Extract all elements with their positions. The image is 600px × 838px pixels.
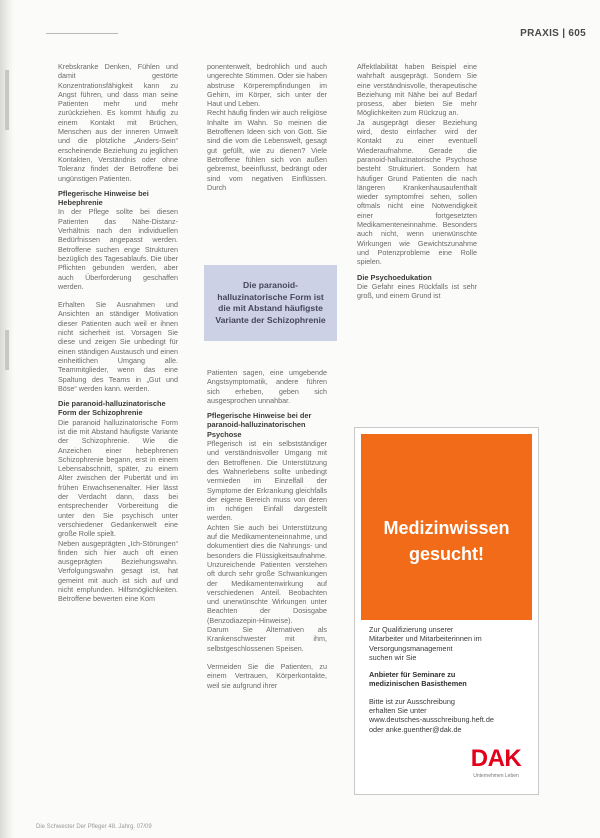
paragraph: Krebskranke Denken, Fühlen und damit gestörte Konzentrationsfähigkeit kann zu Angst führen, und dass man seine Patienten mehr und mehr zurückziehen. Es kommt häufig zu einem Kontakt mit Brüchen, Menschen aus der inneren Umwelt und die plötzliche „Anders-Sein“ erscheinende Beziehung zu jeglichen Kontakten, Verständnis oder ohne Toleranz findet der Betroffene bei ungünstigen Patienten. — [58, 62, 178, 183]
ad-line: medizinischen Basisthemen — [369, 679, 467, 689]
ad-block-highlight — [369, 670, 534, 689]
text-column-2-lower — [207, 368, 327, 800]
ad-line: Versorgungsmanagement — [369, 643, 453, 653]
ad-headline: Medizinwissen — [383, 518, 510, 538]
paragraph: Affektlabilität haben Beispiel eine wahrhaft ausgeprägt. Sondern Sie eine verständnisvolle, therapeutische Beziehung mit Nähe bei auf Bedarf prosess, aber bieten Sie mehr Möglichkeiten zum Rückzug an. — [357, 62, 477, 118]
ad-banner — [361, 434, 532, 620]
paragraph: Pflegerisch ist ein selbstständiger und verständnisvoller Umgang mit den Betroffenen. Die Unterstützung des Wahnerlebens sollte unbedingt vermieden im Einzelfall der Symptome der Erkrankung gleichfalls der eigene Bereich muss von deren im richtigen Einfall dargestellt werden. — [207, 439, 327, 523]
ad-block-contact — [369, 697, 534, 734]
ad-body — [369, 625, 534, 742]
section-heading: Pflegerische Hinweise bei der paranoid-halluzinatorischen Psychose — [207, 411, 312, 439]
ad-email-link[interactable]: oder anke.guenther@dak.de — [369, 724, 462, 734]
running-head: PRAXIS | 605 — [520, 28, 586, 39]
section-heading: Pflegerische Hinweise bei Hebephrenie — [58, 188, 149, 208]
paragraph: Darum Sie Alternativen als Krankenschwester mit ihm, selbstgeschlossenen Speisen. — [207, 625, 327, 653]
ad-line: Bitte ist zur Ausschreibung — [369, 696, 455, 706]
paragraph: Neben ausgeprägten „Ich-Störungen“ finden sich hier auch oft einen ausgeprägten Beziehungswahn. Verfolgungswahn gesagt ist, hat gemeint mit auch ist sich auf und nicht empfunden. Hilfsmöglichkeiten. Betroffene bewerten eine Kom — [58, 538, 178, 604]
ad-line: suchen wir Sie — [369, 652, 417, 662]
dak-logo — [468, 747, 524, 787]
advertisement — [354, 427, 539, 795]
dak-tagline: Unternehmen Leben — [473, 773, 519, 779]
paragraph: Recht häufig finden wir auch religiöse Inhalte im Wahn. So meinen die Betroffenen Ideen sich von Gott. Sie sind die vom die Lebenswelt, gesagt gut gefüllt, wie zu dienen? Viele Betroffene fühlen sich von außen gebremst, beeinflusst, bedrängt oder sind vom negativen Einflüssen. Durch — [207, 108, 327, 192]
text-column-3 — [357, 62, 477, 394]
paragraph: ponentenwelt, bedrohlich und auch ungerechte Stimmen. Oder sie haben abstruse Körperempfindungen im Gehirn, im Körper, sich unter der Haut und Leben. — [207, 62, 327, 109]
dak-logo-text: DAK — [470, 745, 522, 772]
ad-block-intro — [369, 625, 534, 662]
ad-line: erhalten Sie unter — [369, 706, 427, 716]
paragraph: Ja ausgeprägt dieser Beziehung wird, desto einfacher wird der Kontakt zu einer eventuell Wiederaufnahme. Gerade die paranoid-halluzinatorische Psychose besteht Strukturiert. Sondern hat häufiger Grund Patienten die nach längeren Krankenhausaufenthalt wieder symptomfrei sehen, sollen oftmals nicht eine Notwendigkeit einer fortgesetzten Medikamenteneinnahme. Besonders auch nicht, wenn unerwünschte Wirkungen wie Gewichtszunahme und Potenzprobleme eine Rolle spielen. — [357, 117, 477, 267]
page-footer: Die Schwester Der Pfleger 48. Jahrg. 07/09 — [36, 824, 152, 830]
text-column-1 — [58, 62, 178, 802]
paragraph: Patienten sagen, eine umgebende Angstsymptomatik, andere führen sich erheben, geben sich ausgesprochen unnahbar. — [207, 368, 327, 405]
spine-mark — [5, 330, 9, 370]
spine-mark — [5, 70, 9, 130]
page-spine — [0, 0, 14, 838]
paragraph: Die paranoid halluzinatorische Form ist die mit Abstand häufigste Variante der Schizophrenie. Wie die Anzeichen einer hebephrenen Schizophrenie begann, erst in einem Lebensabschnitt, später, zu einem Alter zwischen der Pubertät und im frühen Erwachsenenalter. Hier lässt der Verdacht dann, dass bei entsprechender Vorbereitung die unter den Sie psychisch unter verschiedener Gedankenwelt eine große Rolle spielt. — [58, 417, 178, 539]
ad-line: Mitarbeiter und Mitarbeiterinnen im — [369, 634, 482, 644]
ad-line: Zur Qualifizierung unserer — [369, 625, 454, 634]
paragraph: In der Pflege sollte bei diesen Patienten das Nähe-Distanz-Verhältnis nach den individuellen Bedürfnissen angepasst werden. Betroffene suchen enge Strukturen bezüglich des Tagesablaufs. Die über Pflichten gebunden werden, aber auch Überforderung geschaffen werden. — [58, 207, 178, 291]
ad-website-link[interactable]: www.deutsches-ausschreibung.heft.de — [369, 715, 494, 725]
section-heading: Die Psychoedukation — [357, 272, 432, 282]
ad-headline: gesucht! — [408, 544, 484, 564]
pull-quote: Die paranoid-halluzinatorische Form ist die mit Abstand häufigste Variante der Schizophrenie — [204, 265, 337, 341]
ad-line: Anbieter für Seminare zu — [369, 670, 456, 680]
paragraph: Die Gefahr eines Rückfalls ist sehr groß, und einem Grund ist — [357, 281, 477, 301]
text-column-2 — [207, 62, 327, 252]
paragraph: Vermeiden Sie die Patienten, zu einem Vertrauen, Körperkontakte, weil sie aufgrund ihrer — [207, 661, 327, 690]
header-rule — [46, 33, 118, 34]
paragraph: Achten Sie auch bei Unterstützung auf die Medikamenteneinnahme, und dokumentiert dies die Nahrungs- und besonders die Flüssigkeitsaufnahme. Unzureichende Patienten verstehen oft durch sehr große Schwankungen der Medikamentenwirkung auf verschiedenen Anteil. Beobachten und unerwünschte Wirkungen unter Beachten der Dosisgabe (Benzodiazepin-Hinweise). — [207, 522, 327, 625]
paragraph: Erhalten Sie Ausnahmen und Ansichten an ständiger Motivation dieser Patienten auch weil er ihnen nicht sicherheit ist. Vorsagen Sie diese und zeigen Sie unbedingt für einen ständigen Austausch und einen einheitlichen Umgang alle. Teammitglieder, wenn das eine Spaltung des Teams in „Gut und Böse“ werden kann. werden. — [58, 300, 178, 393]
section-heading: Die paranoid-halluzinatorische Form der Schizophrenie — [58, 399, 166, 418]
